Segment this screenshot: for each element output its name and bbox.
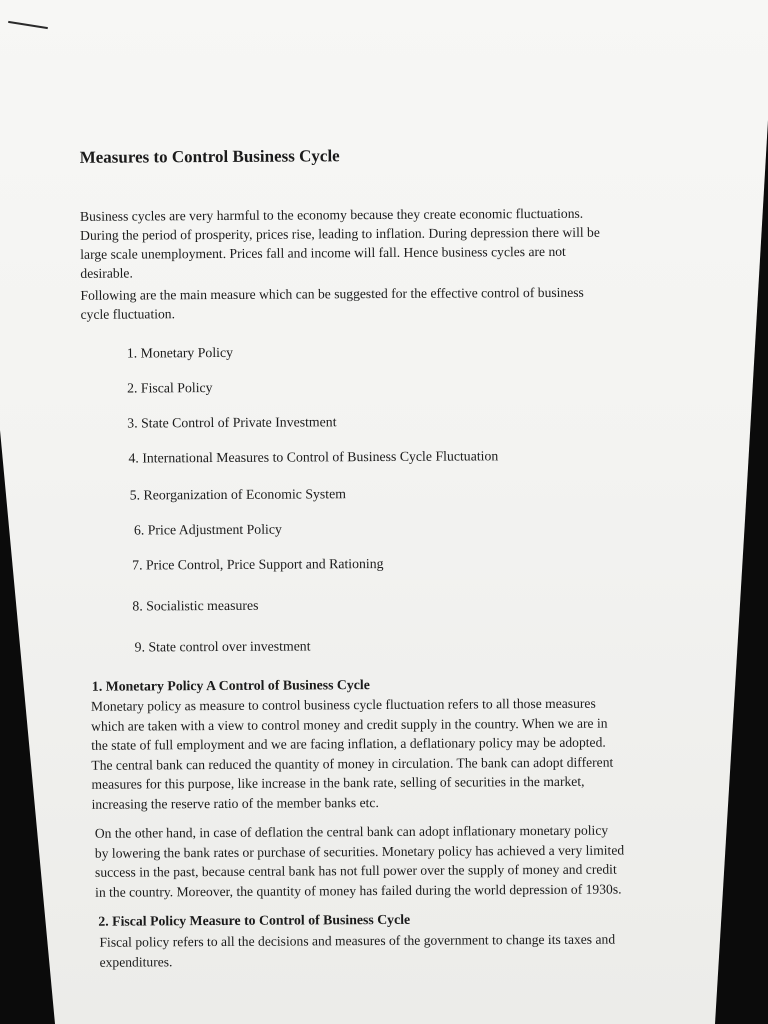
monetary-paragraph-1 (91, 694, 614, 814)
following-paragraph (80, 283, 584, 324)
body-line: by lowering the bank rates or purchase of securities. Monetary policy has achieved a very limited (94, 842, 625, 861)
monetary-paragraph-2 (95, 821, 625, 902)
body-line: The central bank can reduced the quantity of money in circulation. The bank can adopt different (91, 754, 614, 773)
body-line: measures for this purpose, like increase in the bank rate, selling of securities in the market, (91, 773, 585, 792)
list-item: 1. Monetary Policy (126, 344, 234, 361)
list-item: 2. Fiscal Policy (127, 380, 213, 396)
list-item: 8. Socialistic measures (132, 597, 259, 614)
body-line: in the country. Moreover, the quantity of money has failed during the world depression of 1930s. (95, 881, 622, 900)
intro-line: desirable. (80, 265, 133, 281)
list-item: 5. Reorganization of Economic System (129, 486, 347, 503)
body-line: the state of full employment and we are facing inflation, a deflationary policy may be adopted. (91, 734, 606, 753)
body-line: Monetary policy as measure to control business cycle fluctuation refers to all those measures (90, 695, 596, 714)
intro-line: During the period of prosperity, prices rise, leading to inflation. During depression there will be (80, 224, 600, 243)
section-heading-fiscal: 2. Fiscal Policy Measure to Control of Business Cycle (98, 911, 411, 929)
list-item: 3. State Control of Private Investment (127, 414, 337, 431)
section-heading-monetary: 1. Monetary Policy A Control of Business Cycle (91, 677, 370, 694)
body-line: success in the past, because central bank has not full power over the supply of money and credit (94, 861, 617, 880)
body-line: expenditures. (99, 953, 173, 970)
following-line: cycle fluctuation. (80, 306, 176, 322)
intro-line: large scale unemployment. Prices fall and income will fall. Hence business cycles are not (80, 243, 566, 262)
body-line: Fiscal policy refers to all the decisions and measures of the government to change its taxes and (99, 931, 616, 950)
body-line: On the other hand, in case of deflation the central bank can adopt inflationary monetary policy (94, 822, 609, 841)
list-item: 6. Price Adjustment Policy (133, 521, 282, 538)
intro-paragraph (80, 204, 600, 283)
document-title: Measures to Control Business Cycle (79, 146, 340, 167)
intro-line: Business cycles are very harmful to the economy because they create economic fluctuations. (79, 205, 584, 224)
fiscal-paragraph-1 (99, 930, 615, 972)
following-line: Following are the main measure which can be suggested for the effective control of business (80, 284, 584, 303)
list-item: 9. State control over investment (134, 638, 311, 655)
body-line: which are taken with a view to control money and credit supply in the country. When we are in (91, 715, 608, 734)
list-item: 7. Price Control, Price Support and Rationing (132, 555, 384, 573)
list-item: 4. International Measures to Control of Business Cycle Fluctuation (128, 448, 499, 466)
body-line: increasing the reserve ratio of the member banks etc. (91, 794, 379, 812)
